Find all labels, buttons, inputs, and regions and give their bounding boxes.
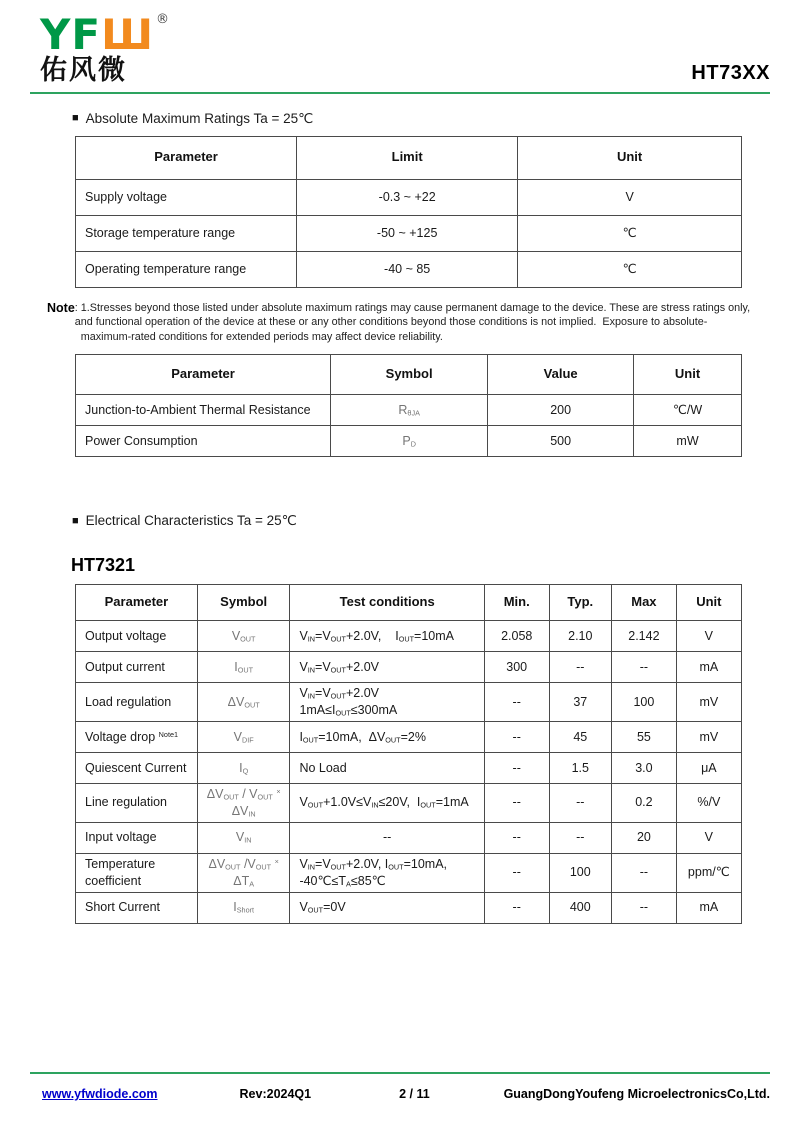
table-cell: Operating temperature range — [76, 251, 297, 287]
column-header: Max — [612, 585, 677, 621]
table-cell: Output voltage — [76, 621, 198, 652]
table-cell: mA — [676, 892, 741, 923]
table-row — [76, 753, 742, 784]
table-cell: 100 — [612, 683, 677, 722]
abs-max-ratings-title: Absolute Maximum Ratings Ta = 25℃ — [85, 110, 314, 126]
table-cell: Power Consumption — [76, 426, 331, 457]
table-cell: $V_{OUT}$ — [197, 621, 290, 652]
square-bullet-icon: ■ — [72, 112, 79, 125]
table-cell: ℃/W — [634, 395, 742, 426]
page-footer — [0, 1066, 800, 1101]
column-header: Min. — [484, 585, 549, 621]
table-cell: $P_D$ — [331, 426, 488, 457]
table-cell: V — [518, 179, 742, 215]
table-cell: 2.142 — [612, 621, 677, 652]
page-header — [0, 0, 800, 86]
table-row — [76, 853, 742, 892]
table-row — [76, 652, 742, 683]
table-cell: $I_Q$ — [197, 753, 290, 784]
column-header: Unit — [634, 355, 742, 395]
thermal-table — [75, 354, 742, 457]
table-cell: $V_{IN}=V_{OUT}+2.0V$, $I_{OUT}=10mA$ — [290, 621, 484, 652]
footer-row — [0, 1074, 800, 1101]
table-cell: -- — [549, 784, 612, 823]
table-cell: Quiescent Current — [76, 753, 198, 784]
column-header: Unit — [518, 136, 742, 179]
table-cell: -- — [612, 652, 677, 683]
table-cell: 2.10 — [549, 621, 612, 652]
table-cell: Load regulation — [76, 683, 198, 722]
table-cell: $V_{OUT}+1.0V\le V_{IN}\le 20V$, $I_{OUT}=1mA$ — [290, 784, 484, 823]
logo-yf: YF — [40, 10, 102, 59]
table-cell: 500 — [488, 426, 634, 457]
table-cell: 1.5 — [549, 753, 612, 784]
brand-company-cn: 佑风微 — [40, 54, 127, 85]
table-cell: $\Delta V_{OUT}$ $/V_{OUT}$ × $\Delta T_A$ — [197, 853, 290, 892]
column-header: Unit — [676, 585, 741, 621]
table-cell: 200 — [488, 395, 634, 426]
table-cell: Junction-to-Ambient Thermal Resistance — [76, 395, 331, 426]
table-row — [76, 179, 742, 215]
column-header: Value — [488, 355, 634, 395]
table-row — [76, 892, 742, 923]
table-cell: 20 — [612, 822, 677, 853]
table-cell: $I_{Short}$ — [197, 892, 290, 923]
table-cell: -- — [612, 892, 677, 923]
abs-max-ratings-heading — [72, 111, 800, 127]
table-cell: Input voltage — [76, 822, 198, 853]
table-row — [76, 621, 742, 652]
table-cell: $V_{OUT}=0V$ — [290, 892, 484, 923]
table-row — [76, 395, 742, 426]
table-cell: 300 — [484, 652, 549, 683]
revision-label: Rev:2024Q1 — [239, 1087, 312, 1101]
table-cell: V — [676, 621, 741, 652]
column-header: Typ. — [549, 585, 612, 621]
table-row — [76, 215, 742, 251]
table-cell: 37 — [549, 683, 612, 722]
registered-trademark-icon: ® — [156, 12, 170, 27]
table-cell: -- — [484, 753, 549, 784]
logo-u-glyph: Ш — [101, 10, 154, 59]
column-header: Parameter — [76, 585, 198, 621]
table-cell: Short Current — [76, 892, 198, 923]
table-row — [76, 822, 742, 853]
table-cell: -- — [549, 652, 612, 683]
table-cell: Supply voltage — [76, 179, 297, 215]
table-row — [76, 683, 742, 722]
header-divider — [30, 92, 770, 94]
square-bullet-icon: ■ — [72, 514, 79, 527]
table-cell: -- — [484, 822, 549, 853]
table-cell: Line regulation — [76, 784, 198, 823]
table-cell: 3.0 — [612, 753, 677, 784]
table-cell: -- — [290, 822, 484, 853]
table-cell: Temperature coefficient — [76, 853, 198, 892]
table-cell: Output current — [76, 652, 198, 683]
table-cell: mV — [676, 722, 741, 753]
table-cell: No Load — [290, 753, 484, 784]
table-cell: 0.2 — [612, 784, 677, 823]
table-cell: 400 — [549, 892, 612, 923]
table-cell: $I_{OUT}=10mA$, $\Delta V_{OUT}=2\%$ — [290, 722, 484, 753]
table-cell: $V_{IN}=V_{OUT}+2.0V$ — [290, 652, 484, 683]
table-cell: $I_{OUT}$ — [197, 652, 290, 683]
header-row — [76, 136, 742, 179]
table-cell: $\Delta V_{OUT}$ — [197, 683, 290, 722]
table-row — [76, 722, 742, 753]
brand-logo — [40, 10, 170, 86]
table-cell: Voltage drop $^{Note1}$ — [76, 722, 198, 753]
table-cell: $V_{DIF}$ — [197, 722, 290, 753]
table-cell: -- — [612, 853, 677, 892]
table-cell: V — [676, 822, 741, 853]
electrical-characteristics-heading — [72, 513, 800, 529]
company-name: GuangDongYoufeng MicroelectronicsCo,Ltd. — [503, 1087, 770, 1101]
brand-logo-text — [40, 10, 170, 59]
table-cell: $R_{\theta JA}$ — [331, 395, 488, 426]
table-cell: 100 — [549, 853, 612, 892]
header-row — [76, 585, 742, 621]
absolute-maximum-ratings-table — [75, 136, 742, 288]
table-cell: -- — [484, 784, 549, 823]
table-cell: -40 ~ 85 — [297, 251, 518, 287]
table-cell: $V_{IN}=V_{OUT}+2.0V$ $1mA\le I_{OUT}\le 300mA$ — [290, 683, 484, 722]
table-cell: 2.058 — [484, 621, 549, 652]
table-cell: $\Delta V_{OUT} / V_{OUT}$ × $\Delta V_{IN}$ — [197, 784, 290, 823]
table-cell: -0.3 ~ +22 — [297, 179, 518, 215]
table-cell: mA — [676, 652, 741, 683]
table-cell: $V_{IN}=V_{OUT}+2.0V$, $I_{OUT}=10mA$, $-40℃\le T_A\le 85℃$ — [290, 853, 484, 892]
table-cell: -- — [484, 683, 549, 722]
column-header: Symbol — [331, 355, 488, 395]
column-header: Test conditions — [290, 585, 484, 621]
table-cell: mV — [676, 683, 741, 722]
table-cell: 45 — [549, 722, 612, 753]
table-cell: %/V — [676, 784, 741, 823]
table-cell: -50 ~ +125 — [297, 215, 518, 251]
part-number: HT7321 — [71, 555, 136, 576]
table-cell: 55 — [612, 722, 677, 753]
table-cell: ℃ — [518, 251, 742, 287]
table-cell: -- — [484, 892, 549, 923]
table-cell: μA — [676, 753, 741, 784]
page-number: 2 / 11 — [399, 1087, 430, 1101]
table-row — [76, 784, 742, 823]
website-link[interactable]: www.yfwdiode.com — [42, 1087, 158, 1101]
table-row — [76, 251, 742, 287]
table-cell: -- — [484, 722, 549, 753]
column-header: Symbol — [197, 585, 290, 621]
electrical-characteristics-table — [75, 584, 742, 923]
product-title: HT73XX — [691, 61, 770, 84]
note-block — [47, 301, 766, 344]
table-cell: Storage temperature range — [76, 215, 297, 251]
electrical-characteristics-title: Electrical Characteristics Ta = 25℃ — [85, 513, 297, 529]
column-header: Parameter — [76, 355, 331, 395]
column-header: Parameter — [76, 136, 297, 179]
header-row — [76, 355, 742, 395]
column-header: Limit — [297, 136, 518, 179]
note-label: Note — [47, 300, 75, 315]
table-cell: $V_{IN}$ — [197, 822, 290, 853]
table-cell: ppm/℃ — [676, 853, 741, 892]
table-cell: ℃ — [518, 215, 742, 251]
table-cell: mW — [634, 426, 742, 457]
table-cell: -- — [484, 853, 549, 892]
table-cell: -- — [549, 822, 612, 853]
note-text: : 1.Stresses beyond those listed under absolute maximum ratings may cause permanent damage to the device. These are stress ratings only, and functional operation of the device at these or any other conditions beyond those conditions is not implied. Exposure to absolute- maximum-rated conditions for extended periods may affect device reliability. — [74, 301, 751, 343]
table-row — [76, 426, 742, 457]
